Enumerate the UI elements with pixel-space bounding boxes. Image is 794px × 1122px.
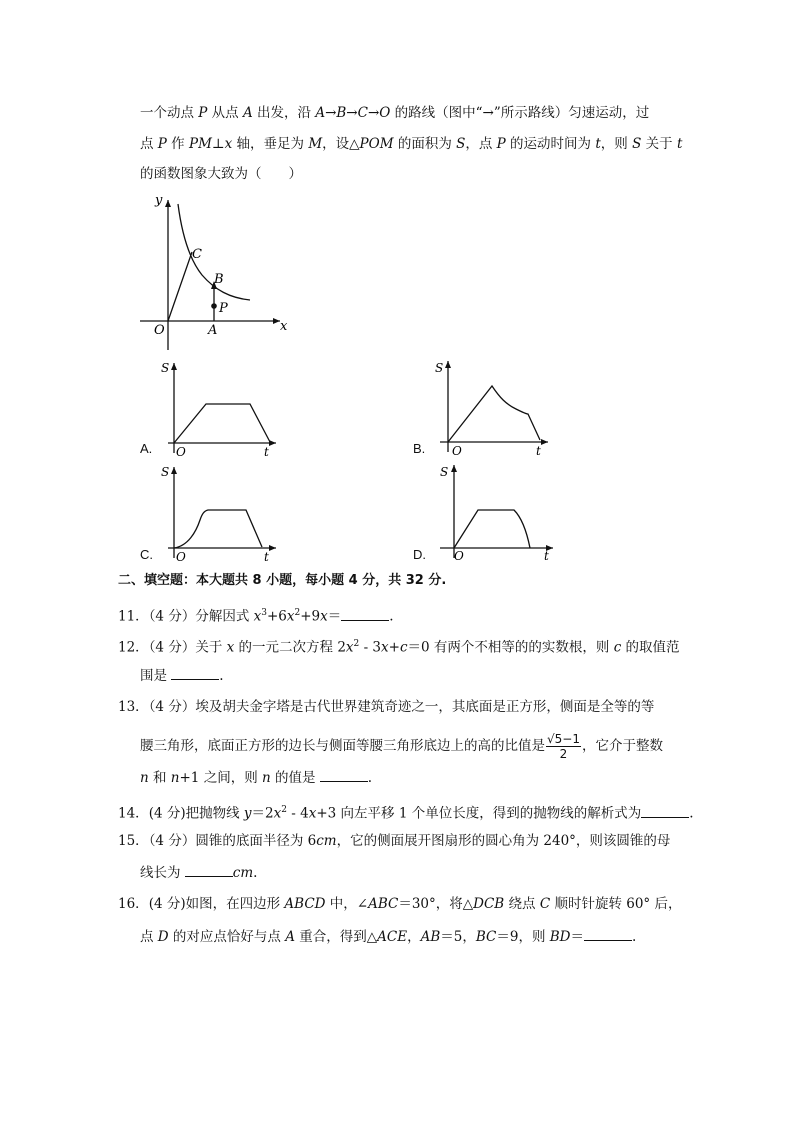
label-C: C bbox=[192, 247, 202, 262]
question-13-line-3: n 和 n+1 之间，则 n 的值是 . bbox=[140, 767, 372, 788]
option-d-label[interactable]: D. bbox=[413, 547, 426, 562]
question-14: 14．(4 分)把抛物线 $y=2x^2 - 4x+3$ 向左平移 1 个单位长度，得到的抛物线的解析式为 . bbox=[118, 800, 694, 824]
question-11: 11．（4 分）分解因式 $x^3+6x^2+9x=$ . bbox=[118, 603, 394, 627]
question-15-line-2: 线长为 cm. bbox=[140, 862, 257, 883]
y-axis-arrow bbox=[165, 200, 171, 207]
graph-line bbox=[448, 386, 540, 442]
answer-blank[interactable] bbox=[341, 606, 389, 621]
label-A: A bbox=[208, 323, 218, 338]
q10-coordinate-figure bbox=[130, 190, 300, 350]
q10-line-3: 的函数图象大致为（ ） bbox=[140, 166, 302, 182]
svg-text:S: S bbox=[161, 465, 170, 479]
label-x: x bbox=[280, 319, 288, 334]
svg-text:O: O bbox=[452, 444, 462, 458]
svg-text:S: S bbox=[161, 361, 170, 375]
label-y: y bbox=[155, 193, 163, 208]
question-13-line-2: 腰三角形，底面正方形的边长与侧面等腰三角形底边上的高的比值是 $\frac{√5-1}{2}$ ，它介于整数 bbox=[140, 732, 663, 761]
option-b-label[interactable]: B. bbox=[413, 441, 426, 456]
option-a-label[interactable]: A. bbox=[140, 441, 153, 456]
svg-text:t: t bbox=[544, 549, 549, 563]
section-title: 二、填空题：本大题共 8 小题，每小题 4 分，共 32 分. bbox=[118, 573, 447, 588]
svg-text:O: O bbox=[176, 550, 186, 564]
question-16-line-2: 点 D 的对应点恰好与点 A 重合，得到△ACE，AB＝5，BC＝9，则 BD＝ . bbox=[140, 926, 636, 947]
graph-line bbox=[174, 404, 270, 443]
option-c-label[interactable]: C. bbox=[140, 547, 153, 562]
graph-line bbox=[454, 510, 530, 548]
option-a-graph bbox=[158, 358, 278, 458]
option-b-graph bbox=[430, 356, 550, 456]
segment-OC bbox=[168, 252, 192, 321]
answer-blank[interactable] bbox=[584, 926, 632, 941]
graph-line bbox=[174, 510, 262, 548]
answer-blank[interactable] bbox=[171, 665, 219, 680]
label-O: O bbox=[154, 323, 165, 338]
point-P bbox=[211, 303, 217, 309]
svg-text:t: t bbox=[264, 445, 269, 459]
q10-line-1: 一个动点 P 从点 A 出发，沿 A→B→C→O 的路线（图中“→”所示路线）匀速运动，过 bbox=[140, 105, 650, 121]
question-12-line-2: 围是 . bbox=[140, 665, 224, 686]
question-15-line-1: 15．（4 分）圆锥的底面半径为 6cm，它的侧面展开图扇形的圆心角为 240°，则该圆锥的母 bbox=[118, 833, 671, 849]
svg-text:S: S bbox=[440, 465, 449, 479]
question-12-line-1: 12．（4 分）关于 x 的一元二次方程 $2x^2 - 3x+c=0$ 有两个不相等的的实数根，则 c 的取值范 bbox=[118, 639, 680, 656]
option-c-graph bbox=[158, 462, 278, 562]
question-13-line-1: 13．（4 分）埃及胡夫金字塔是古代世界建筑奇迹之一，其底面是正方形，侧面是全等的等 bbox=[118, 699, 655, 715]
golden-ratio-fraction: $\frac{√5-1}{2}$ bbox=[547, 732, 580, 761]
answer-blank[interactable] bbox=[185, 862, 233, 877]
option-d-graph bbox=[430, 460, 555, 563]
svg-text:S: S bbox=[435, 361, 444, 375]
label-P: P bbox=[219, 301, 228, 316]
q10-line-2: 点 P 作 PM⊥x 轴，垂足为 M，设△POM 的面积为 S，点 P 的运动时间为 t，则 S 关于 t bbox=[140, 136, 683, 152]
svg-text:t: t bbox=[264, 550, 269, 564]
svg-text:t: t bbox=[536, 444, 541, 458]
answer-blank[interactable] bbox=[641, 803, 689, 818]
svg-text:O: O bbox=[454, 549, 464, 563]
label-B: B bbox=[214, 272, 224, 287]
answer-blank[interactable] bbox=[320, 767, 368, 782]
question-16-line-1: 16．(4 分)如图，在四边形 ABCD 中，∠ABC＝30°，将△DCB 绕点 C 顺时针旋转 60° 后， bbox=[118, 896, 682, 912]
svg-text:O: O bbox=[176, 445, 186, 459]
x-axis-arrow bbox=[273, 318, 280, 324]
